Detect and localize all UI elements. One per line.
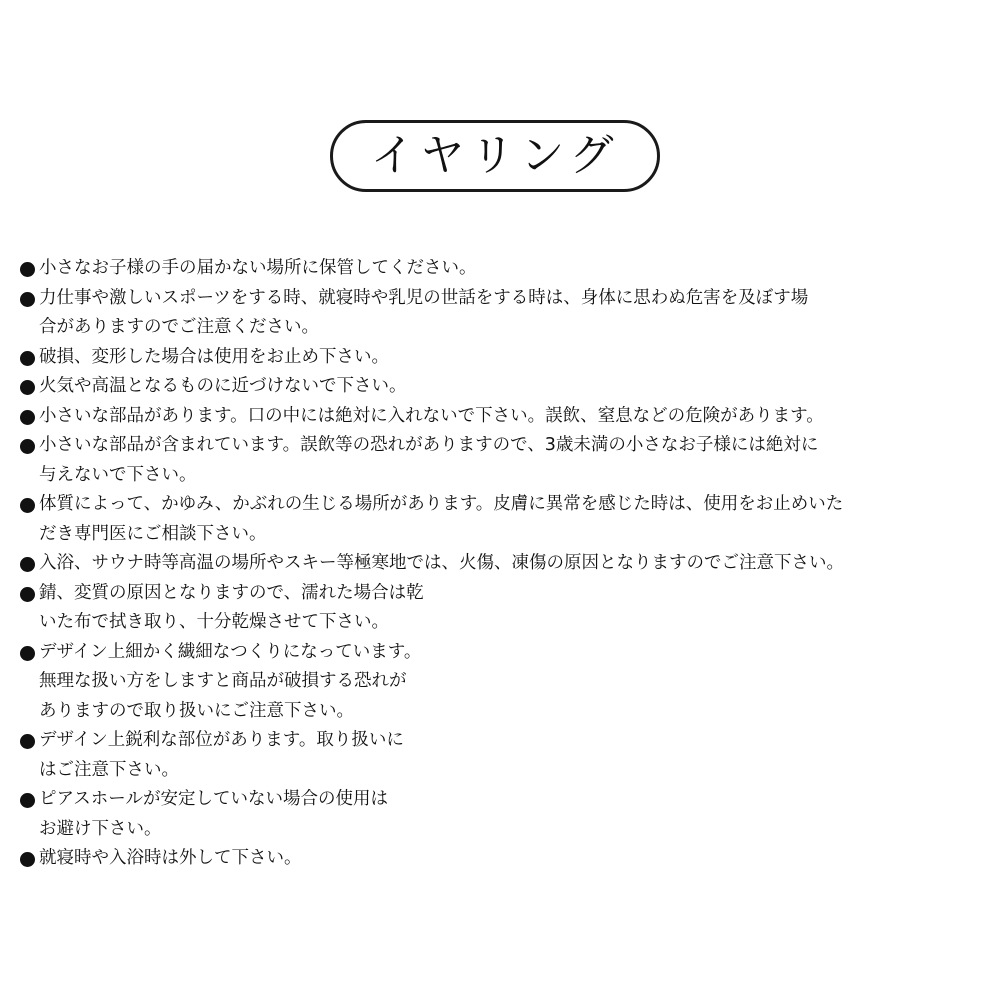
bullet-icon bbox=[20, 587, 35, 602]
bullet-icon bbox=[20, 262, 35, 277]
caution-text-line: ピアスホールが安定していない場合の使用は bbox=[39, 789, 388, 809]
caution-text-line: 力仕事や激しいスポーツをする時、就寝時や乳児の世話をする時は、身体に思わぬ危害を及ぼす場 bbox=[39, 287, 809, 308]
bullet-icon bbox=[20, 410, 35, 425]
caution-item bbox=[20, 844, 990, 874]
caution-item bbox=[20, 254, 990, 284]
caution-text-line: 無理な扱い方をしますと商品が破損する恐れが bbox=[39, 671, 407, 691]
caution-item bbox=[20, 638, 990, 727]
caution-item bbox=[20, 372, 990, 402]
caution-text-line: 小さいな部品が含まれています。誤飲等の恐れがありますので、3歳未満の小さなお子様には絶対に bbox=[39, 435, 819, 455]
bullet-icon bbox=[20, 498, 35, 513]
caution-text-line: だき専門医にご相談下さい。 bbox=[39, 523, 267, 544]
caution-item bbox=[20, 284, 990, 343]
bullet-icon bbox=[20, 380, 35, 395]
bullet-icon bbox=[20, 734, 35, 749]
caution-text-line: 錆、変質の原因となりますので、濡れた場合は乾 bbox=[39, 582, 424, 603]
caution-text-line: 小さなお子様の手の届かない場所に保管してください。 bbox=[39, 258, 477, 278]
caution-text-line: 与えないで下さい。 bbox=[39, 464, 197, 485]
caution-text-line: 小さいな部品があります。口の中には絶対に入れないで下さい。誤飲、窒息などの危険があります。 bbox=[39, 405, 824, 426]
caution-text-line: 体質によって、かゆみ、かぶれの生じる場所があります。皮膚に異常を感じた時は、使用をお止めいた bbox=[39, 494, 844, 514]
bullet-icon bbox=[20, 852, 35, 867]
caution-list bbox=[20, 254, 990, 874]
caution-item bbox=[20, 726, 990, 785]
caution-text-line: 入浴、サウナ時等高温の場所やスキー等極寒地では、火傷、凍傷の原因となりますのでご注意下さい。 bbox=[39, 553, 844, 573]
caution-item bbox=[20, 785, 990, 844]
caution-item bbox=[20, 402, 990, 432]
caution-text-line: 合がありますのでご注意ください。 bbox=[39, 317, 319, 337]
title-badge bbox=[330, 120, 660, 192]
caution-text-line: デザイン上細かく繊細なつくりになっています。 bbox=[39, 641, 422, 662]
caution-text-line: 破損、変形した場合は使用をお止め下さい。 bbox=[39, 346, 389, 367]
bullet-icon bbox=[20, 351, 35, 366]
caution-text-line: いた布で拭き取り、十分乾燥させて下さい。 bbox=[39, 612, 389, 632]
caution-item bbox=[20, 579, 990, 638]
bullet-icon bbox=[20, 439, 35, 454]
bullet-icon bbox=[20, 557, 35, 572]
page-title: イヤリング bbox=[370, 130, 620, 181]
bullet-icon bbox=[20, 793, 35, 808]
caution-item bbox=[20, 490, 990, 549]
caution-item bbox=[20, 431, 990, 490]
caution-text-line: デザイン上鋭利な部位があります。取り扱いに bbox=[39, 730, 404, 750]
caution-item bbox=[20, 549, 990, 579]
caution-text-line: ありますので取り扱いにご注意下さい。 bbox=[39, 700, 354, 721]
caution-item bbox=[20, 343, 990, 373]
bullet-icon bbox=[20, 646, 35, 661]
caution-text-line: はご注意下さい。 bbox=[39, 759, 179, 780]
bullet-icon bbox=[20, 292, 35, 307]
caution-text-line: 火気や高温となるものに近づけないで下さい。 bbox=[39, 376, 407, 396]
caution-text-line: 就寝時や入浴時は外して下さい。 bbox=[39, 848, 302, 868]
caution-text-line: お避け下さい。 bbox=[39, 818, 162, 839]
